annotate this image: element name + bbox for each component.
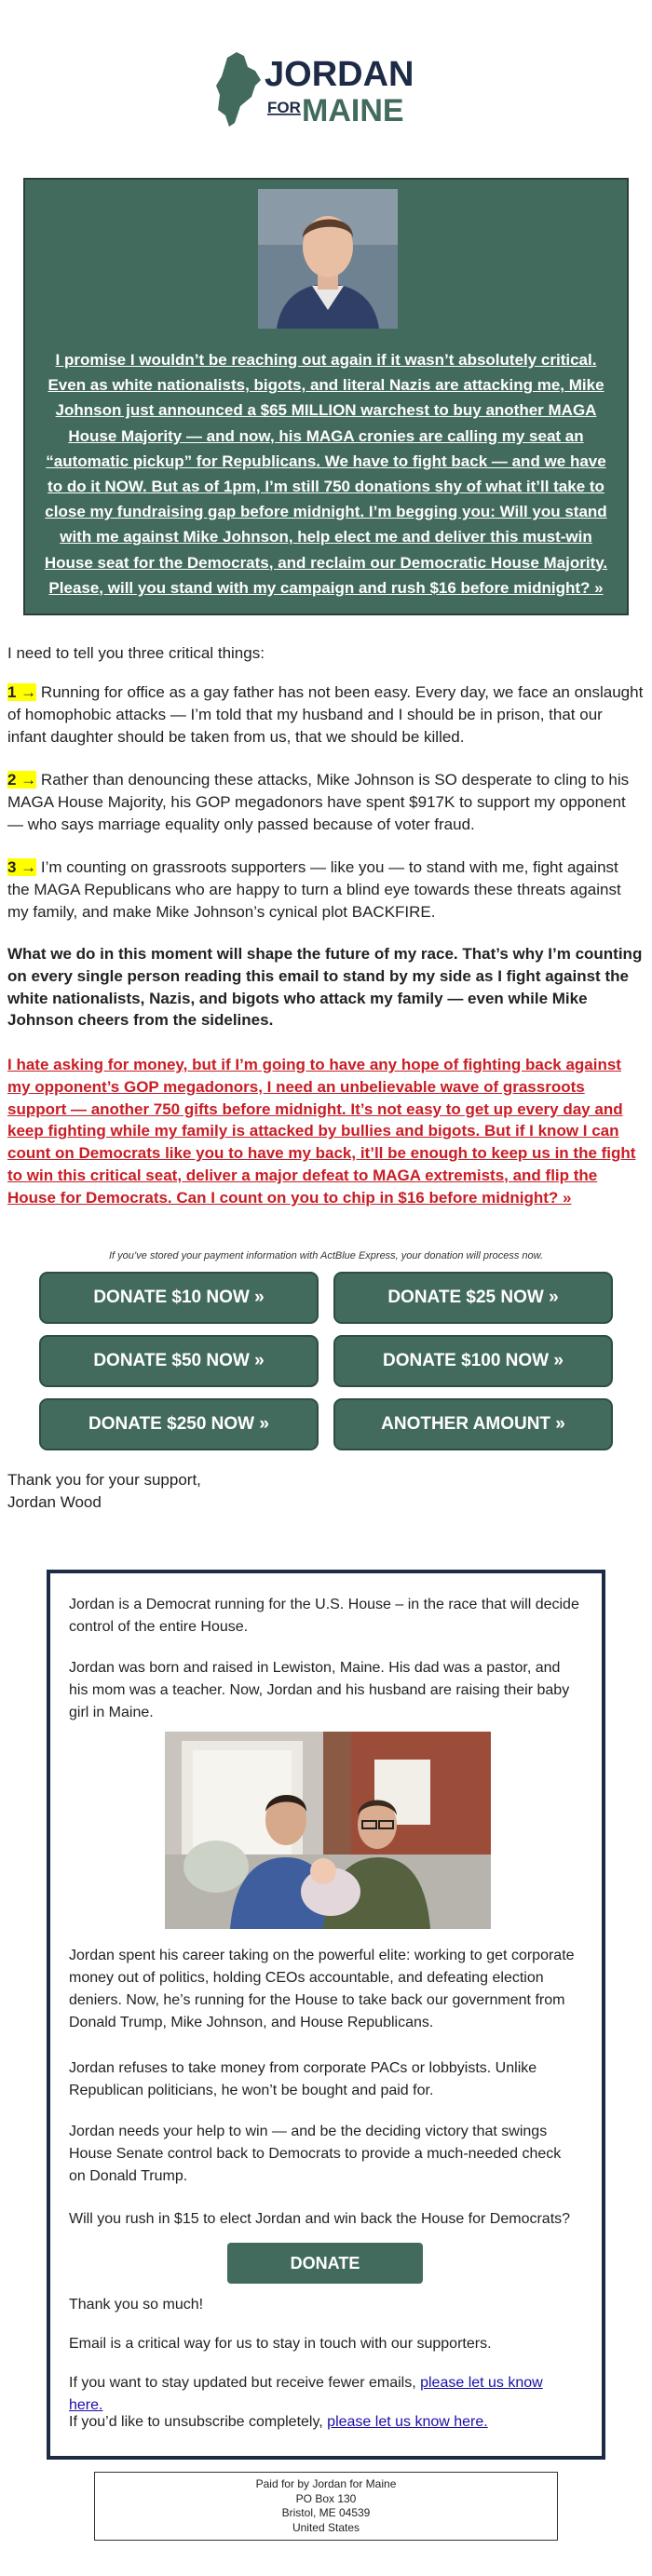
bio-paragraph-6: Will you rush in $15 to elect Jordan and win back the House for Democrats? (69, 2211, 571, 2227)
logo-maine-text: MAINE (302, 93, 404, 128)
point-1-marker: 1 → (7, 683, 37, 701)
family-photo (165, 1732, 491, 1929)
unsubscribe-line: If you’d like to unsubscribe completely, please let us know here. (69, 2414, 488, 2430)
bio-paragraph-2: Jordan was born and raised in Lewiston, Maine. His dad was a pastor, and his mom was a teacher. Now, Jordan and his husband are raising their baby girl in Maine. (69, 1660, 570, 1720)
donate-25-button[interactable]: DONATE $25 NOW » (333, 1272, 613, 1324)
donation-appeal-link[interactable]: I hate asking for money, but if I’m going to have any hope of fighting back against my opponent’s GOP megadonors, I need an unbelievable wave of grassroots support — another 750 gifts before midnight. It’s not easy to get up every day and keep fighting while my family is attacked by bullies and bigots. But if I know I can count on Democrats like you to have my back, it’ll be enough to keep us in the fight to win this critical seat, deliver a major defeat to MAGA extremists, and flip the House for Democrats. Can I count on you to chip in $16 before midnight? » (7, 1056, 636, 1207)
signoff-thanks: Thank you for your support, (7, 1471, 201, 1489)
bio-paragraph-1: Jordan is a Democrat running for the U.S. House – in the race that will decide control of the entire House. (69, 1597, 579, 1635)
actblue-note: If you’ve stored your payment information with ActBlue Express, your donation will process now. (108, 1250, 544, 1261)
maine-map-logo-icon (212, 48, 440, 132)
bio-paragraph-4: Jordan refuses to take money from corporate PACs or lobbyists. Unlike Republican politicians, he won’t be bought and paid for. (69, 2060, 537, 2098)
point-2: 2 → Rather than denouncing these attacks, Mike Johnson is SO desperate to cling to his MAGA House Majority, his GOP megadonors have spent $917K to support my opponent — who says marriage equality only passed because of voter fraud. (7, 771, 630, 833)
logo-for-text: FOR (267, 99, 301, 116)
footer-line-2: PO Box 130 (295, 2491, 357, 2505)
point-2-marker: 2 → (7, 771, 37, 789)
donate-50-button[interactable]: DONATE $50 NOW » (39, 1335, 319, 1387)
point-1: 1 → Running for office as a gay father has not been easy. Every day, we face an onslaught of homophobic attacks — I’m told that my husband and I should be in prison, that our infant daughter should be taken from us, that we should be killed. (7, 683, 644, 746)
bio-donate-button[interactable]: DONATE (227, 2243, 423, 2284)
intro-text: I need to tell you three critical things: (7, 644, 265, 662)
candidate-headshot (258, 189, 398, 329)
fewer-emails-line: If you want to stay updated but receive fewer emails, please let us know here. (69, 2375, 543, 2413)
donate-10-button[interactable]: DONATE $10 NOW » (39, 1272, 319, 1324)
bio-paragraph-5: Jordan needs your help to win — and be the deciding victory that swings House Senate control back to Democrats to provide a much-needed check on Donald Trump. (69, 2124, 562, 2184)
bio-box (47, 1570, 605, 2460)
bold-paragraph: What we do in this moment will shape the future of my race. That’s why I’m counting on every single person reading this email to stand by my side as I fight against the white nationalists, Nazis, and bigots who attack my family — even while Mike Johnson cheers from the sidelines. (7, 945, 643, 1030)
email-note: Email is a critical way for us to stay in touch with our supporters. (69, 2336, 492, 2352)
unsubscribe-link[interactable]: please let us know here. (327, 2414, 488, 2430)
signoff (7, 1469, 201, 1514)
campaign-logo (212, 48, 440, 132)
signoff-name: Jordan Wood (7, 1492, 102, 1511)
bio-thanks: Thank you so much! (69, 2297, 204, 2313)
point-3: 3 → I’m counting on grassroots supporters — like you — to stand with me, fight against the MAGA Republicans who are happy to turn a blind eye towards these threats against my family, and make Mike Johnson’s cynical plot BACKFIRE. (7, 858, 621, 921)
paid-for-footer (94, 2472, 558, 2541)
footer-line-3: Bristol, ME 04539 (281, 2506, 371, 2520)
donate-250-button[interactable]: DONATE $250 NOW » (39, 1398, 319, 1450)
hero-appeal-link[interactable]: I promise I wouldn’t be reaching out again if it wasn’t absolutely critical. Even as white nationalists, bigots, and literal Nazis are attacking me, Mike Johnson just announced a $65 MILLION warchest to buy another MAGA House Majority — and now, his MAGA cronies are calling my seat an “automatic pickup” for Republicans. We have to fight back — and we have to do it NOW. But as of 1pm, I’m still 750 donations shy of what it’ll take to close my fundraising gap before midnight. I’m begging you: Will you stand with me against Mike Johnson, help elect me and deliver this must-win House seat for the Democrats, and reclaim our Democratic House Majority. Please, will you stand with my campaign and rush $16 before midnight? » (44, 351, 608, 597)
donate-100-button[interactable]: DONATE $100 NOW » (333, 1335, 613, 1387)
fewer-emails-link[interactable]: please let us know here. (69, 2375, 543, 2413)
point-3-marker: 3 → (7, 858, 37, 876)
hero-box[interactable] (23, 178, 629, 615)
footer-line-1: Paid for by Jordan for Maine (255, 2477, 397, 2490)
another-amount-button[interactable]: ANOTHER AMOUNT » (333, 1398, 613, 1450)
logo-jordan-text: JORDAN (265, 55, 414, 94)
bio-paragraph-3: Jordan spent his career taking on the powerful elite: working to get corporate money out of politics, holding CEOs accountable, and defeating election deniers. Now, he’s running for the House to take back our government from Donald Trump, Mike Johnson, and House Republicans. (69, 1948, 575, 2030)
footer-line-4: United States (292, 2520, 360, 2534)
